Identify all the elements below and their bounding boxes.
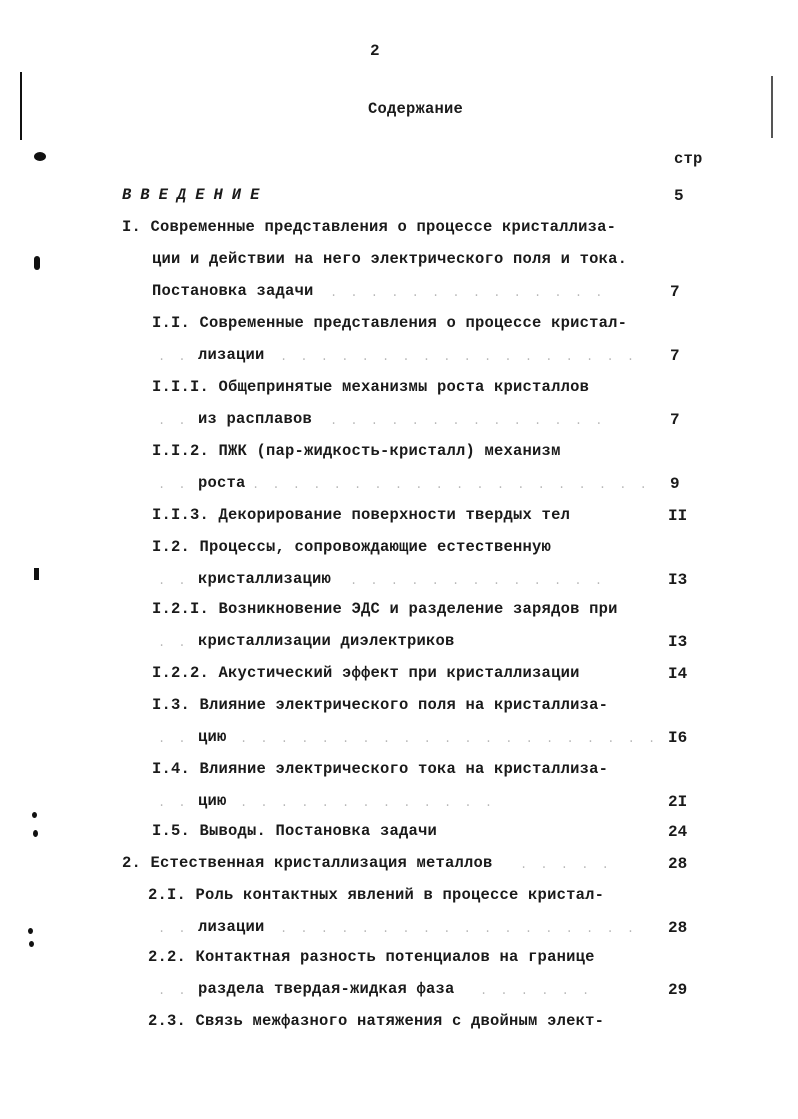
toc-s21-page: 28 — [668, 919, 688, 937]
toc-s12-line2: кристаллизацию — [198, 570, 332, 588]
scan-speck — [771, 76, 773, 138]
toc-s112-line2: роста — [198, 474, 246, 492]
toc-s122-line1: I.2.2. Акустический эффект при кристаллизации — [152, 664, 580, 682]
toc-leader: . . . . . . . . . . . . . . — [330, 414, 606, 428]
toc-s21-line2: лизации — [198, 918, 265, 936]
toc-s112-line1: I.I.2. ПЖК (пар-жидкость-кристалл) механизм — [152, 442, 561, 460]
toc-s111-page: 7 — [670, 411, 680, 429]
toc-s13-line1: I.3. Влияние электрического поля на кристаллиза- — [152, 696, 609, 714]
toc-ch2-line1: 2. Естественная кристаллизация металлов — [122, 854, 493, 872]
toc-leader: . . . . . . . . . . . . . . . . . . — [280, 350, 638, 364]
toc-s12-page: I3 — [668, 571, 688, 589]
scan-speck — [28, 928, 33, 934]
toc-s21-line1: 2.I. Роль контактных явлений в процессе кристал- — [148, 886, 605, 904]
toc-s14-page: 2I — [668, 793, 688, 811]
toc-s22-line1: 2.2. Контактная разность потенциалов на границе — [148, 948, 595, 966]
toc-leader: . . . . . . — [480, 984, 593, 998]
page-title: Содержание — [368, 100, 464, 118]
scan-speck — [34, 256, 40, 270]
toc-leader: . . — [158, 796, 189, 810]
scan-margin-line — [20, 72, 22, 140]
toc-leader: . . — [158, 984, 189, 998]
toc-s11-line2: лизации — [198, 346, 265, 364]
toc-s12-line1: I.2. Процессы, сопровождающие естественную — [152, 538, 552, 556]
toc-leader: . . — [158, 732, 189, 746]
toc-ch1-line1: I. Современные представления о процессе кристаллиза- — [122, 218, 617, 236]
toc-s112-page: 9 — [670, 475, 680, 493]
toc-ch1-page: 7 — [670, 283, 680, 301]
toc-s22-page: 29 — [668, 981, 688, 999]
toc-s15-line1: I.5. Выводы. Постановка задачи — [152, 822, 438, 840]
toc-s113-line1: I.I.3. Декорирование поверхности твердых тел — [152, 506, 571, 524]
scan-speck — [32, 812, 37, 818]
toc-ch1-line3: Постановка задачи — [152, 282, 314, 300]
toc-leader: . . — [158, 922, 189, 936]
toc-leader: . . . . . — [520, 858, 612, 872]
toc-ch1-line2: ции и действии на него электрического поля и тока. — [152, 250, 628, 268]
toc-s111-line1: I.I.I. Общепринятые механизмы роста кристаллов — [152, 378, 590, 396]
toc-s11-line1: I.I. Современные представления о процессе кристал- — [152, 314, 628, 332]
page-column-header: стр — [674, 150, 703, 168]
toc-s14-line2: цию — [198, 792, 227, 810]
scan-speck — [33, 830, 38, 837]
scan-speck — [34, 152, 46, 161]
toc-leader: . . . . . . . . . . . . . . . . . . . . . — [240, 732, 659, 746]
toc-s23-line1: 2.3. Связь межфазного натяжения с двойным элект- — [148, 1012, 605, 1030]
toc-leader: . . — [158, 350, 189, 364]
toc-s121-line1: I.2.I. Возникновение ЭДС и разделение зарядов при — [152, 600, 618, 618]
toc-s13-page: I6 — [668, 729, 688, 747]
toc-ch2-page: 28 — [668, 855, 688, 873]
toc-intro-page: 5 — [674, 187, 684, 205]
toc-s14-line1: I.4. Влияние электрического тока на кристаллиза- — [152, 760, 609, 778]
toc-s122-page: I4 — [668, 665, 688, 683]
toc-leader: . . — [158, 414, 189, 428]
scan-speck — [29, 941, 34, 947]
toc-s121-page: I3 — [668, 633, 688, 651]
toc-leader: . . — [158, 574, 189, 588]
toc-s13-line2: цию — [198, 728, 227, 746]
toc-leader: . . — [158, 478, 189, 492]
page-number: 2 — [370, 42, 380, 60]
toc-s11-page: 7 — [670, 347, 680, 365]
toc-leader: . . . . . . . . . . . . . . . . . . — [280, 922, 638, 936]
scan-speck — [34, 568, 39, 580]
toc-leader: . . . . . . . . . . . . . — [240, 796, 496, 810]
toc-leader: . . — [158, 636, 189, 650]
toc-leader: . . . . . . . . . . . . . — [350, 574, 606, 588]
toc-s111-line2: из расплавов — [198, 410, 313, 428]
toc-leader: . . . . . . . . . . . . . . . . . . . . — [252, 478, 650, 492]
toc-intro: ВВЕДЕНИЕ — [122, 186, 269, 204]
toc-s22-line2: раздела твердая-жидкая фаза — [198, 980, 455, 998]
toc-s113-page: II — [668, 507, 688, 525]
toc-leader: . . . . . . . . . . . . . . — [330, 286, 606, 300]
toc-s15-page: 24 — [668, 823, 688, 841]
toc-s121-line2: кристаллизации диэлектриков — [198, 632, 455, 650]
